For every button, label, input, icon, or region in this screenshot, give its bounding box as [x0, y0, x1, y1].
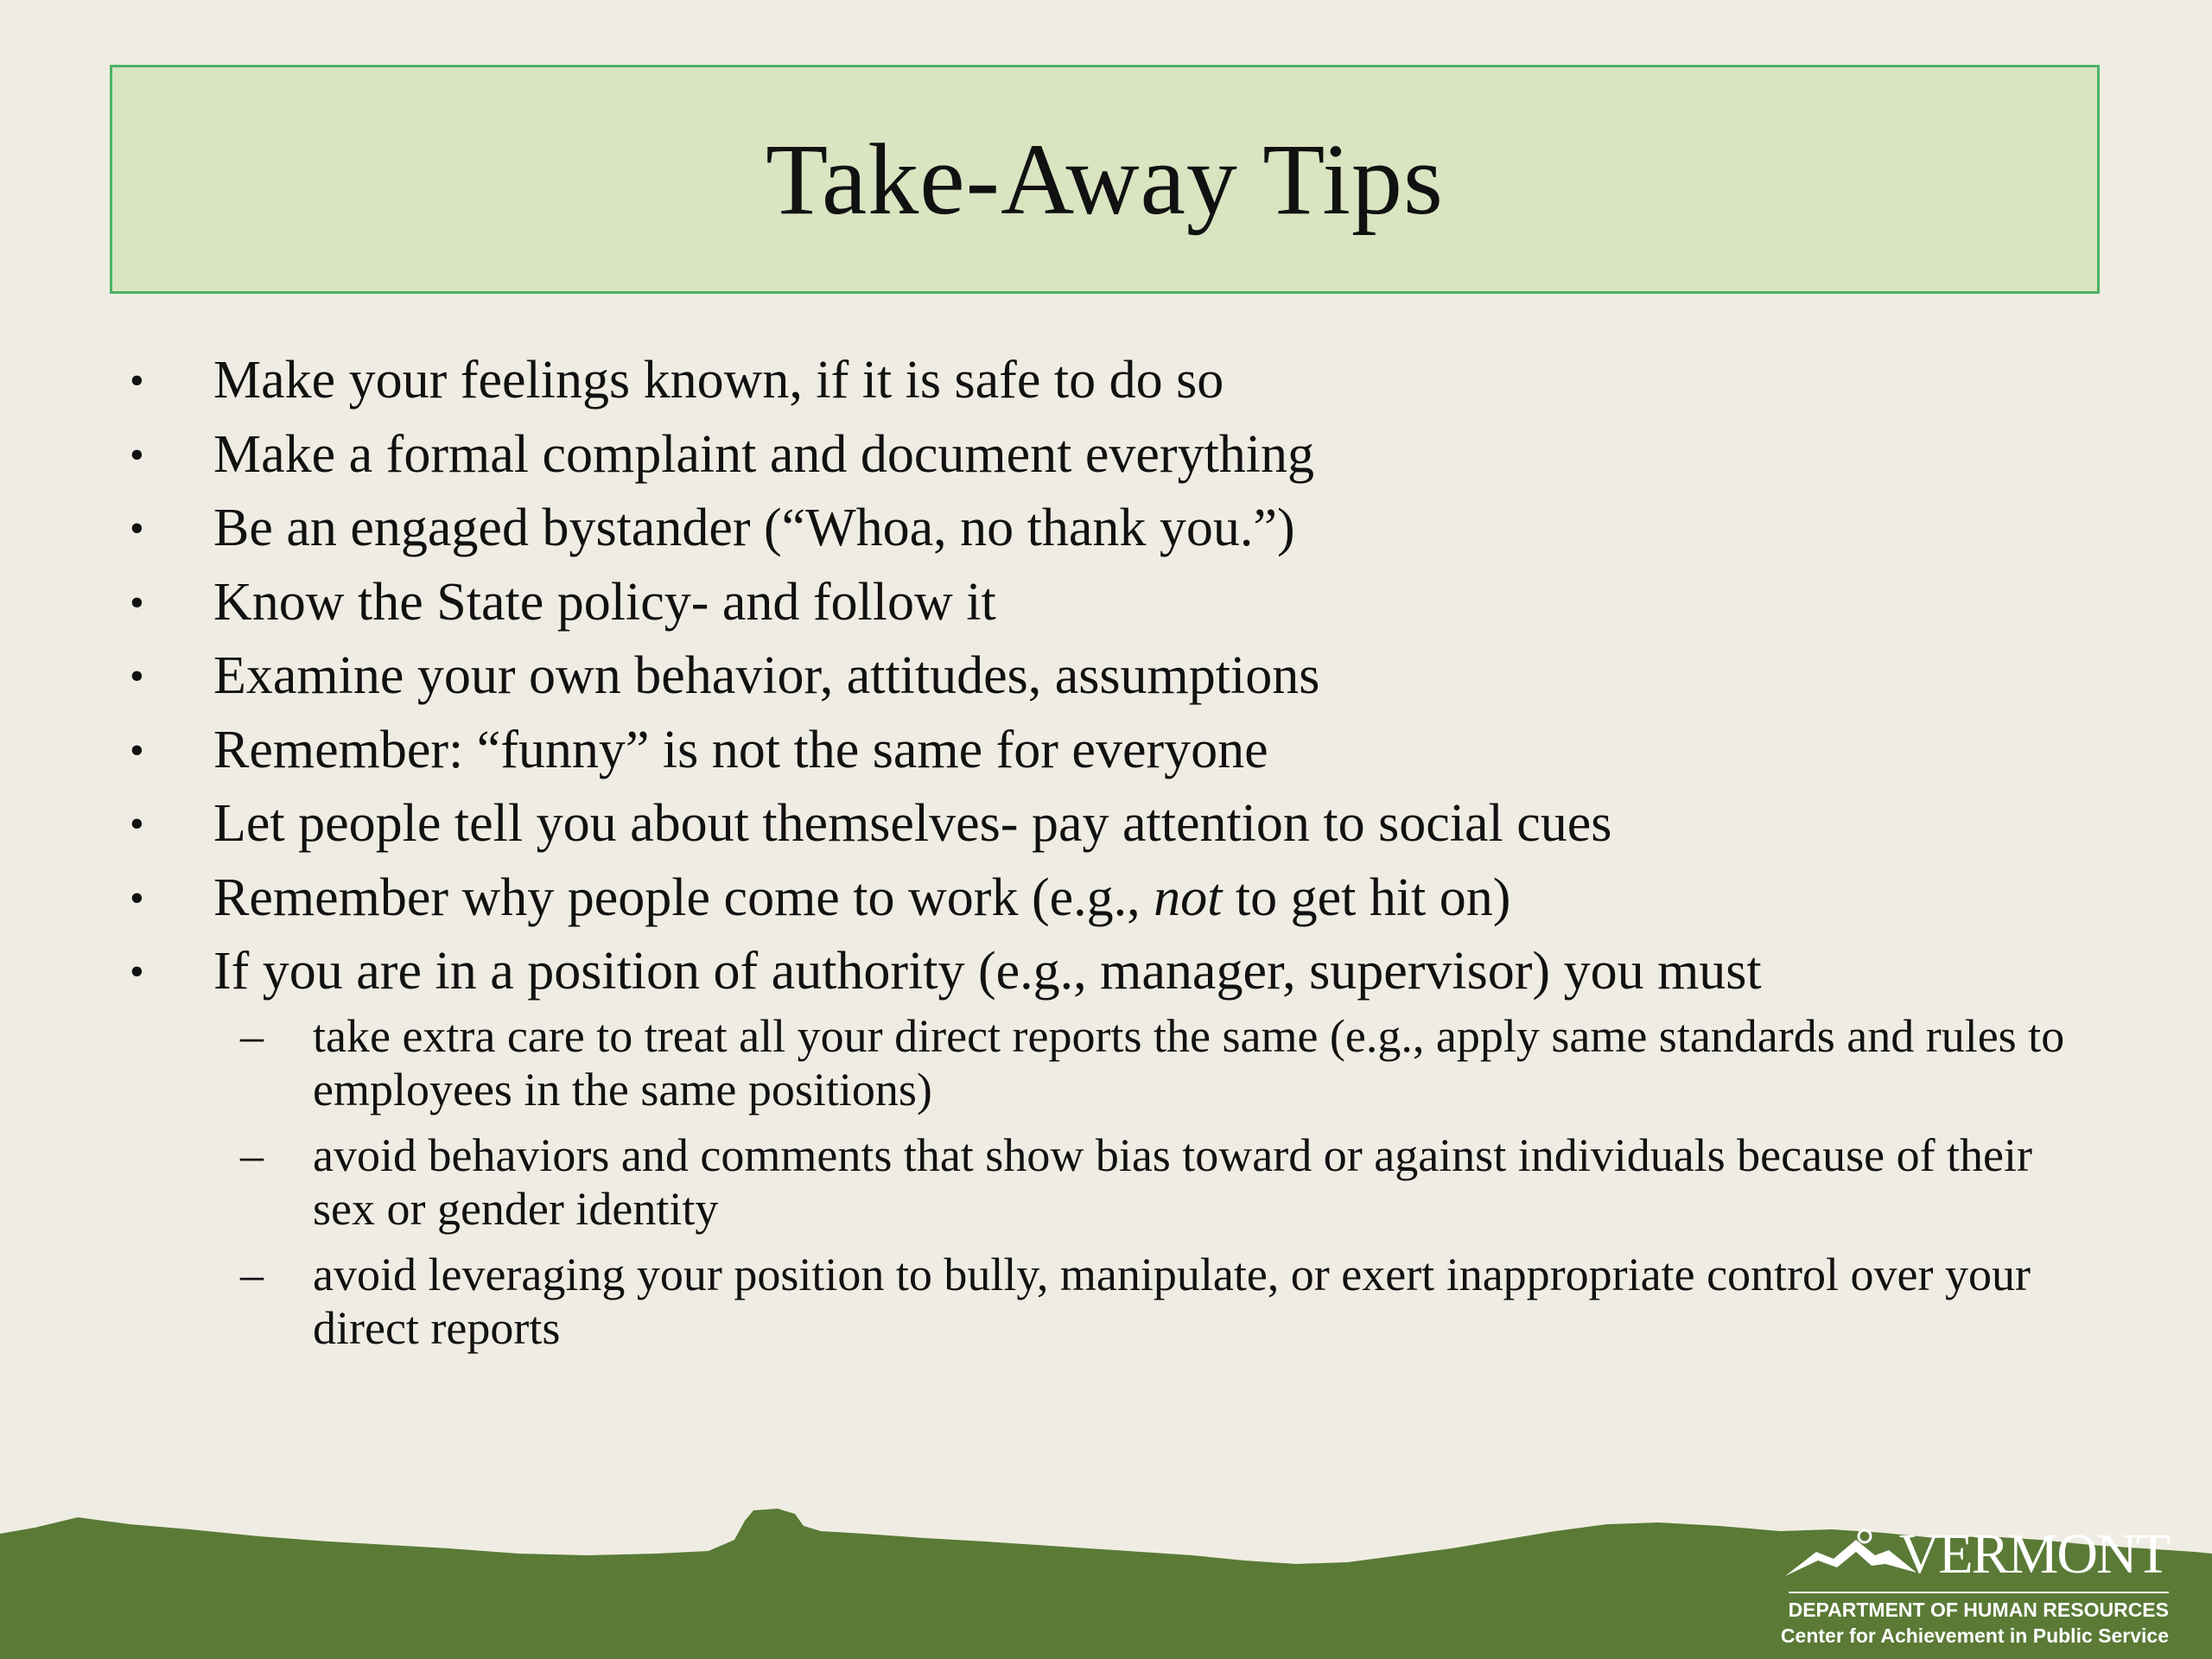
- bullet-text: Be an engaged bystander (“Whoa, no thank you.”): [213, 499, 1295, 557]
- bullet-marker: •: [130, 727, 144, 773]
- bullet-marker: •: [130, 874, 144, 921]
- sub-list-item: [130, 1128, 2067, 1236]
- bullet-text: Make a formal complaint and document everything: [213, 424, 1315, 484]
- bullet-text: Know the State policy- and follow it: [213, 572, 996, 632]
- title-box: [110, 65, 2100, 294]
- bullet-text: Make your feelings known, if it is safe to do so: [213, 351, 1224, 410]
- list-item: [130, 344, 2117, 418]
- sub-bullet-text: take extra care to treat all your direct reports the same (e.g., apply same standards and rules to employees in the same positions): [313, 1009, 2065, 1116]
- bullet-marker: •: [130, 505, 144, 551]
- bullet-text: Examine your own behavior, attitudes, assumptions: [213, 646, 1320, 705]
- slide-title: Take-Away Tips: [766, 122, 1444, 236]
- logo-divider: [1789, 1592, 2169, 1593]
- sub-bullet-text: avoid leveraging your position to bully, manipulate, or exert inappropriate control over your direct reports: [313, 1248, 2031, 1354]
- list-item: [130, 639, 2117, 714]
- bullet-marker: •: [130, 801, 144, 847]
- sub-list-item: [130, 1248, 2067, 1355]
- list-item: [130, 787, 2117, 861]
- list-item: [130, 418, 2117, 493]
- list-item: [130, 492, 2117, 566]
- bullet-marker: •: [130, 579, 144, 626]
- sub-list: [213, 1009, 2117, 1355]
- sub-bullet-marker: –: [240, 1248, 264, 1300]
- bullet-text: If you are in a position of authority (e.g., manager, supervisor) you must: [213, 942, 1762, 1001]
- bullet-text: Let people tell you about themselves- pay attention to social cues: [213, 794, 1612, 853]
- bullet-text-before: Remember why people come to work (e.g.,: [213, 868, 1154, 927]
- bullet-text: Remember: “funny” is not the same for everyone: [213, 720, 1268, 779]
- bullet-marker: •: [130, 358, 144, 404]
- bullet-text-italic: not: [1154, 868, 1223, 927]
- list-item: [130, 566, 2117, 640]
- bullet-text-after: to get hit on): [1222, 868, 1511, 927]
- list-item: [130, 935, 2117, 1355]
- tips-list: [130, 344, 2117, 1367]
- logo-wordmark: VERMONT: [1898, 1522, 2169, 1586]
- sub-list-item: [130, 1009, 2067, 1116]
- vermont-logo: [1771, 1522, 2169, 1647]
- logo-center-name: Center for Achievement in Public Service: [1780, 1624, 2169, 1647]
- sub-bullet-marker: –: [240, 1128, 264, 1181]
- logo-department: DEPARTMENT OF HUMAN RESOURCES: [1788, 1599, 2169, 1621]
- list-item: [130, 714, 2117, 788]
- list-item: [130, 861, 2117, 936]
- bullet-marker: •: [130, 431, 144, 478]
- sub-bullet-marker: –: [240, 1009, 264, 1062]
- bullet-marker: •: [130, 653, 144, 699]
- sub-bullet-text: avoid behaviors and comments that show bias toward or against individuals because of their sex or gender identity: [313, 1128, 2033, 1235]
- bullet-marker: •: [130, 949, 144, 995]
